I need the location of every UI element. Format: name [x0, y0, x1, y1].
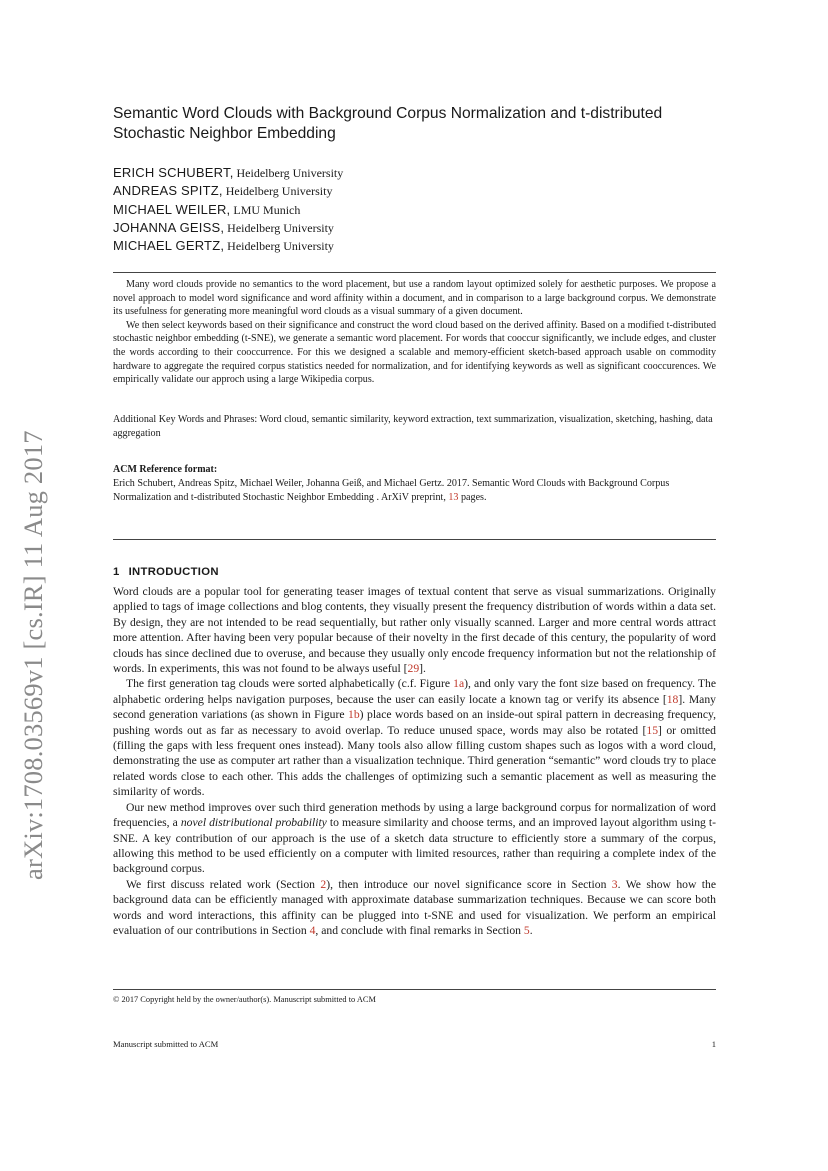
figure-link[interactable]: 1a	[453, 677, 465, 691]
author-name: JOHANNA GEISS,	[113, 219, 225, 235]
author-affiliation: Heidelberg University	[224, 239, 334, 254]
section-link[interactable]: 4	[309, 923, 316, 937]
emphasis: novel distributional probability	[180, 816, 327, 830]
copyright-footnote: © 2017 Copyright held by the owner/author(s). Manuscript submitted to ACM	[113, 995, 376, 1004]
abstract-paragraph: Many word clouds provide no semantics to the word placement, but use a random layout optimized solely for aesthetic purposes. We propose a novel approach to model word significance and word affinity within a document, and in comparison to a large background corpus. We demonstrate its usefulness for generating more meaningful word clouds as a visual summary of a given document.	[113, 279, 716, 318]
author-entry	[113, 201, 343, 219]
author-name: MICHAEL GERTZ,	[113, 238, 225, 254]
abstract-top-rule	[113, 272, 716, 273]
section-number: 1	[113, 566, 120, 578]
front-matter-rule	[113, 539, 716, 540]
page-count-link[interactable]: 13	[448, 491, 459, 503]
abstract	[113, 278, 716, 387]
body-paragraph: Word clouds are a popular tool for generating teaser images of textual content that serve as visual summarizations. Originally applied to tags of image collections and blog contents, they visually present the frequency distribution of words within a data set. By design, they are not intended to be read sequentially, but rather only visually scanned. Larger and more central words attract more attention. After having been very popular because of their novelty in the first decade of this century, the popularity of word clouds has since declined due to overuse, and because they usually only encode frequency information but not the relationship of words. In experiments, this was not found to be always useful [29].	[113, 585, 716, 676]
section-link[interactable]: 5	[523, 923, 530, 937]
author-affiliation: Heidelberg University	[233, 166, 344, 180]
citation-link[interactable]: 29	[407, 662, 420, 676]
acm-reference-heading: ACM Reference format:	[113, 464, 218, 475]
author-affiliation: Heidelberg University	[224, 220, 334, 235]
author-name: MICHAEL WEILER,	[113, 201, 231, 217]
body-paragraph: We first discuss related work (Section 2), then introduce our novel significance score in Section 3. We show how the background data can be efficiently managed with approximate database summarization techniques. Because we can score both words and word interactions, this affinity can be plugged into t-SNE and used for visualization. We perform an empirical evaluation of our contributions in Section 4, and conclude with final remarks in Section 5.	[113, 877, 716, 937]
running-footer: Manuscript submitted to ACM	[113, 1039, 219, 1049]
citation-link[interactable]: 18	[666, 692, 679, 706]
abstract-paragraph: We then select keywords based on their significance and construct the word cloud based on the derived affinity. Based on a modified t-distributed stochastic neighbor embedding (t-SNE), we generate a semantic word placement. For words that cooccur significantly, we include edges, and cluster the words according to their cooccurrence. For this we designed a scalable and memory-efficient sketch-based approach usable on commodity hardware to aggregate the required corpus statistics needed for normalization, and for identifying keywords as well as significant cooccurences. We empirically validate our approch using a large Wikipedia corpus.	[113, 319, 716, 386]
section-link[interactable]: 3	[611, 877, 618, 891]
author-name: ANDREAS SPITZ,	[113, 183, 223, 199]
section-link[interactable]: 2	[320, 877, 327, 891]
page-number: 1	[711, 1039, 716, 1049]
author-affiliation: LMU Munich	[230, 202, 301, 217]
figure-link[interactable]: 1b	[348, 708, 360, 722]
author-entry	[113, 237, 343, 255]
citation-link[interactable]: 15	[646, 723, 659, 737]
author-list	[113, 164, 343, 255]
author-entry	[113, 182, 343, 200]
footnote-rule	[113, 989, 716, 990]
acm-reference-text: Erich Schubert, Andreas Spitz, Michael Weiler, Johanna Geiß, and Michael Gertz. 2017. Semantic Word Clouds with Background Corpus Normalization and t-distributed Stochastic Neighbor Embedding . ArXiV preprint, 13 pages.	[113, 477, 670, 503]
author-entry	[113, 164, 343, 182]
introduction-body	[113, 584, 716, 938]
body-paragraph: Our new method improves over such third generation methods by using a large background corpus for normalization of word frequencies, a novel distributional probability to measure similarity and choose terms, and an improved layout algorithm using t-SNE. A key contribution of our approach is the use of a sketch data structure to efficiently store a summary of the corpus, allowing this method to be used efficiently on a computer with limited resources, rather than requiring a complete index of the background corpus.	[113, 800, 717, 876]
arxiv-identifier: arXiv:1708.03569v1 [cs.IR] 11 Aug 2017	[18, 430, 48, 880]
body-paragraph: The first generation tag clouds were sorted alphabetically (c.f. Figure 1a), and only vary the font size based on frequency. The alphabetic ordering helps navigation purposes, because the user can easily locate a known tag or verify its absence [18]. Many second generation variations (as shown in Figure 1b) place words based on an inside-out spiral pattern in decreasing frequency, pushing words out as far as necessary to avoid overlap. To reduce unused space, words may also be rotated [15] or omitted (filling the gaps with less frequent ones instead). Many tools also allow filling custom shapes such as logos with a word cloud, demonstrating the use as computer art rather than a visualization technique. Third generation “semantic” word clouds try to place related words close to each other. This adds the challenges of optimizing such a semantic placement as well as measuring the similarity of words.	[113, 677, 716, 799]
paper-title: Semantic Word Clouds with Background Corpus Normalization and t-distributed Stochastic Neighbor Embedding	[113, 105, 663, 142]
author-name: ERICH SCHUBERT,	[113, 165, 234, 180]
author-affiliation: Heidelberg University	[222, 184, 333, 199]
section-heading	[113, 566, 219, 578]
keywords: Additional Key Words and Phrases: Word cloud, semantic similarity, keyword extraction, text summarization, visualization, sketching, hashing, data aggregation	[113, 414, 713, 439]
acm-reference	[113, 463, 716, 504]
author-entry	[113, 219, 343, 237]
section-title: INTRODUCTION	[128, 566, 219, 578]
